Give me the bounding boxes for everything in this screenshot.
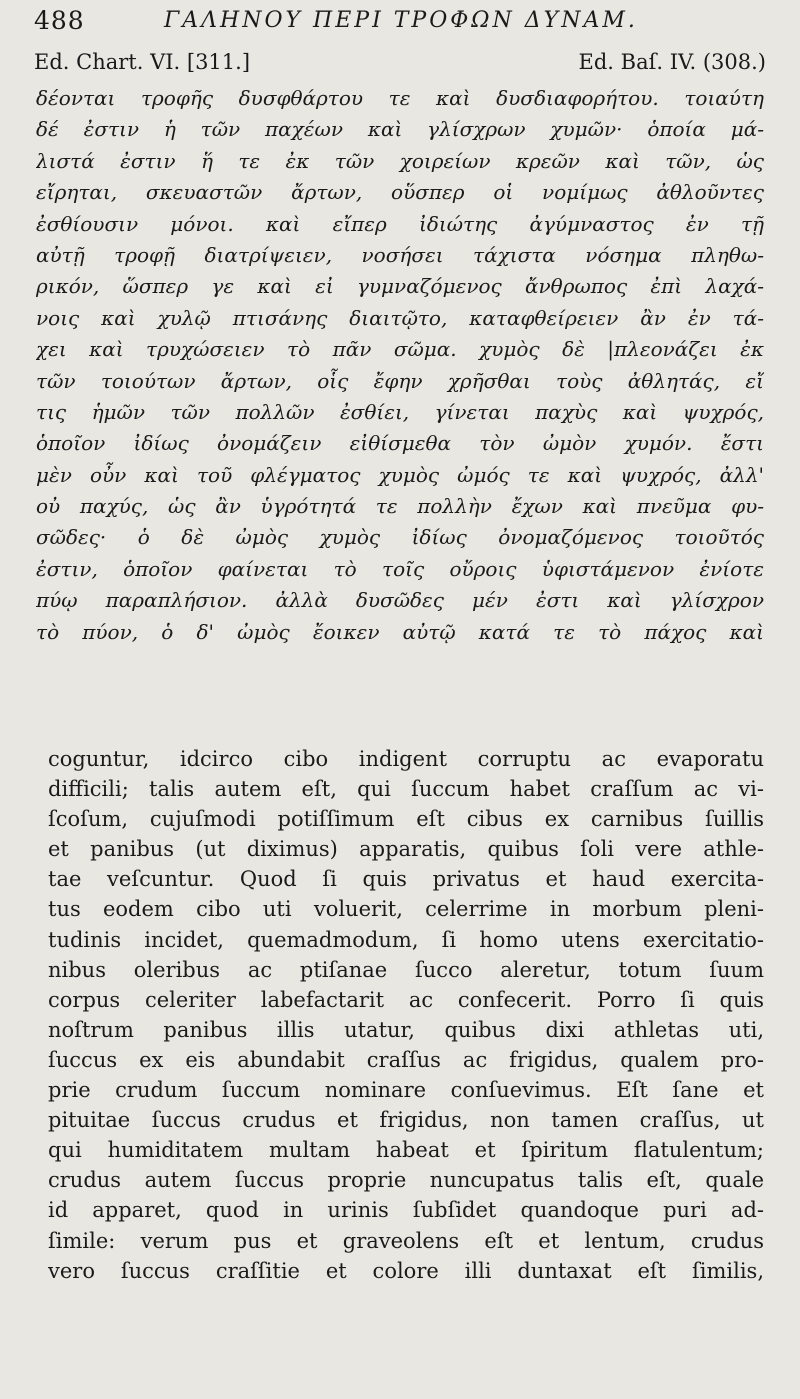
latin-text-line: ſcoſum, cujuſmodi potiſſimum eſt cibus ex carnibus ſuillis bbox=[48, 807, 764, 832]
latin-text-line: corpus celeriter labefactarit ac confecerit. Porro ſi quis bbox=[48, 987, 764, 1012]
latin-text-line: difficili; talis autem eſt, qui ſuccum habet craſſum ac vi- bbox=[48, 777, 764, 802]
latin-text-line: noſtrum panibus illis utatur, quibus dixi athletas uti, bbox=[48, 1017, 764, 1042]
latin-text-line: prie crudum ſuccum nominare conſuevimus. Eſt ſane et bbox=[48, 1078, 764, 1103]
greek-text-line: νοις καὶ χυλῷ πτισάνης διαιτῷτο, καταφθείρειεν ἂν ἐν τά- bbox=[36, 305, 764, 330]
latin-text-line: ſimile: verum pus et graveolens eſt et lentum, crudus bbox=[48, 1228, 764, 1253]
greek-text-line: δέονται τροφῆς δυσφθάρτου τε καὶ δυσδιαφορήτου. τοιαύτη bbox=[36, 86, 764, 110]
greek-text-line: αὐτῇ τροφῇ διατρίψειεν, νοσήσει τάχιστα νόσημα πληθω- bbox=[36, 242, 764, 267]
greek-text-line: τῶν τοιούτων ἄρτων, οἷς ἔφην χρῆσθαι τοὺς ἀθλητάς, εἴ bbox=[36, 368, 764, 393]
latin-text-line: coguntur, idcirco cibo indigent corruptu ac evaporatu bbox=[48, 747, 764, 771]
greek-text-line: εἴρηται, σκευαστῶν ἄρτων, οὕσπερ οἱ νομίμως ἀθλοῦντες bbox=[36, 180, 764, 205]
edition-chart-reference: Ed. Chart. VI. [311.] bbox=[34, 50, 251, 74]
latin-text-line: vero ſuccus craſſitie et colore illi duntaxat eſt ſimilis, bbox=[48, 1258, 764, 1283]
latin-text-line: tus eodem cibo uti voluerit, celerrime in morbum pleni- bbox=[48, 897, 764, 922]
latin-text-line: et panibus (ut diximus) apparatis, quibus ſoli vere athle- bbox=[48, 837, 764, 862]
edition-basel-reference: Ed. Baſ. IV. (308.) bbox=[578, 50, 766, 74]
latin-text-block bbox=[48, 744, 764, 1286]
running-head bbox=[34, 4, 766, 36]
greek-text-block bbox=[36, 83, 764, 648]
greek-text-line: χει καὶ τρυχώσειεν τὸ πᾶν σῶμα. χυμὸς δὲ |πλεονάζει ἐκ bbox=[36, 337, 764, 362]
latin-text-line: crudus autem ſuccus proprie nuncupatus talis eſt, quale bbox=[48, 1168, 764, 1193]
greek-text-line: τὸ πύον, ὁ δ' ὠμὸς ἔοικεν αὐτῷ κατά τε τὸ πάχος καὶ bbox=[36, 619, 764, 644]
latin-text-line: nibus oleribus ac ptiſanae ſucco aleretur, totum ſuum bbox=[48, 957, 764, 982]
greek-text-line: τις ἡμῶν τῶν πολλῶν ἐσθίει, γίνεται παχὺς καὶ ψυχρός, bbox=[36, 399, 764, 424]
greek-text-line: δέ ἐστιν ἡ τῶν παχέων καὶ γλίσχρων χυμῶν· ὁποία μά- bbox=[36, 117, 764, 142]
greek-text-line: λιστά ἐστιν ἥ τε ἐκ τῶν χοιρείων κρεῶν καὶ τῶν, ὡς bbox=[36, 148, 764, 173]
greek-text-line: οὐ παχύς, ὡς ἂν ὑγρότητά τε πολλὴν ἔχων καὶ πνεῦμα φυ- bbox=[36, 494, 764, 519]
greek-text-line: σῶδες· ὁ δὲ ὠμὸς χυμὸς ἰδίως ὀνομαζόμενος τοιοῦτός bbox=[36, 525, 764, 550]
latin-text-line: tudinis incidet, quemadmodum, ſi homo utens exercitatio- bbox=[48, 927, 764, 952]
greek-text-line: ἐσθίουσιν μόνοι. καὶ εἴπερ ἰδιώτης ἀγύμναστος ἐν τῇ bbox=[36, 211, 764, 236]
greek-text-line: ρικόν, ὥσπερ γε καὶ εἰ γυμναζόμενος ἄνθρωπος ἐπὶ λαχά- bbox=[36, 274, 764, 299]
greek-text-line: πύῳ παραπλήσιον. ἀλλὰ δυσῶδες μέν ἐστι καὶ γλίσχρον bbox=[36, 588, 764, 613]
greek-text-line: μὲν οὖν καὶ τοῦ φλέγματος χυμὸς ὠμός τε καὶ ψυχρός, ἀλλ' bbox=[36, 462, 764, 487]
edition-reference-line bbox=[34, 50, 766, 82]
latin-text-line: id apparet, quod in urinis ſubſidet quandoque puri ad- bbox=[48, 1198, 764, 1223]
running-title: ΓΑΛΗΝΟΥ ΠΕΡΙ ΤΡΟΦΩΝ ΔΥΝΑΜ. bbox=[164, 8, 638, 33]
page-number: 488 bbox=[34, 6, 85, 35]
latin-text-line: ſuccus ex eis abundabit craſſus ac frigidus, qualem pro- bbox=[48, 1047, 764, 1072]
greek-text-line: ὁποῖον ἰδίως ὀνομάζειν εἰθίσμεθα τὸν ὠμὸν χυμόν. ἔστι bbox=[36, 431, 764, 456]
latin-text-line: tae veſcuntur. Quod ſi quis privatus et haud exercita- bbox=[48, 867, 764, 892]
greek-text-line: ἐστιν, ὁποῖον φαίνεται τὸ τοῖς οὔροις ὑφιστάμενον ἐνίοτε bbox=[36, 556, 764, 581]
latin-text-line: qui humiditatem multam habeat et ſpiritum flatulentum; bbox=[48, 1138, 764, 1163]
latin-text-line: pituitae ſuccus crudus et frigidus, non tamen craſſus, ut bbox=[48, 1108, 764, 1133]
